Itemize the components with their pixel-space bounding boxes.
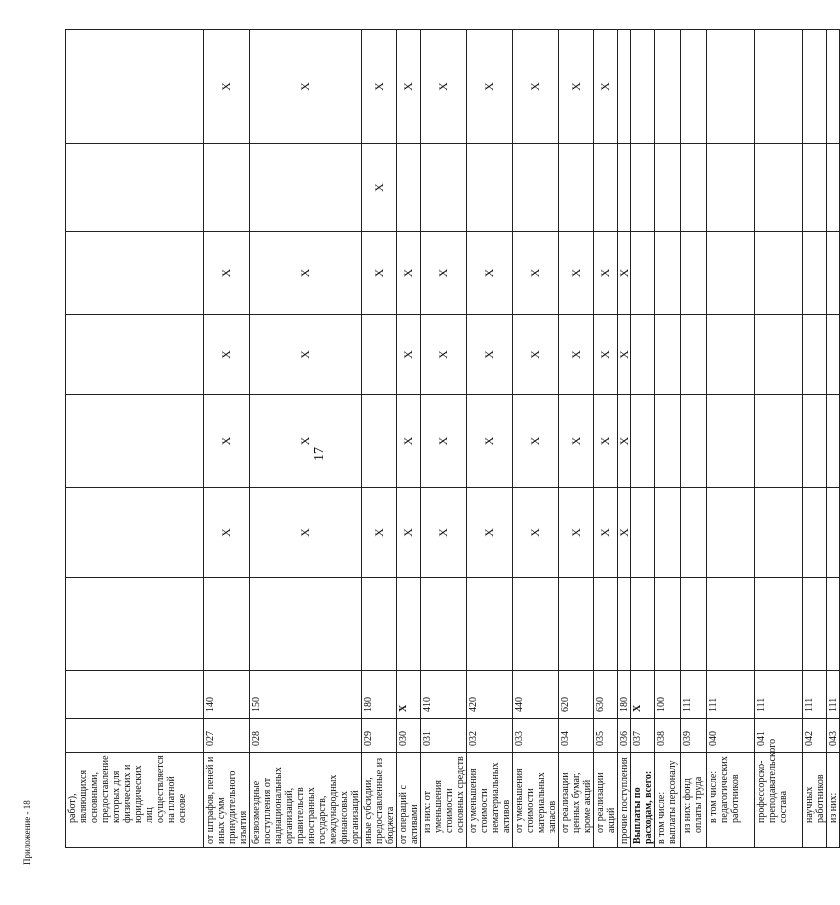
row-value-cell: X: [250, 30, 362, 144]
row-value-cell: X: [594, 232, 618, 315]
table-row: [803, 30, 827, 848]
row-value-cell: X: [594, 315, 618, 395]
row-value-cell: X: [594, 395, 618, 488]
row-name: Выплаты по расходам, всего:: [631, 753, 655, 848]
row-value-cell: X: [594, 488, 618, 578]
row-value-cell: X: [421, 488, 467, 578]
row-value-cell: [513, 144, 559, 232]
row-value-cell: [618, 144, 631, 232]
row-value-cell: X: [594, 30, 618, 144]
row-value-cell: [559, 578, 594, 671]
row-value-cell: X: [467, 30, 513, 144]
row-value-cell: [66, 232, 204, 315]
row-value-cell: X: [397, 232, 421, 315]
row-kbk-code: 440: [513, 671, 559, 719]
row-kbk-code: 140: [204, 671, 250, 719]
row-line-code: 043: [827, 719, 840, 753]
row-line-code: 040: [707, 719, 755, 753]
row-value-cell: X: [513, 30, 559, 144]
row-value-cell: X: [204, 395, 250, 488]
row-kbk-code: X: [397, 671, 421, 719]
row-value-cell: [655, 578, 681, 671]
row-value-cell: [204, 144, 250, 232]
row-value-cell: [66, 578, 204, 671]
row-name: прочие поступления: [618, 753, 631, 848]
row-value-cell: X: [467, 232, 513, 315]
row-value-cell: [362, 395, 397, 488]
row-value-cell: [250, 144, 362, 232]
row-value-cell: [827, 30, 840, 144]
row-name: безвозмездные поступления от наднациональных организаций, правительств иностранных государств, международных финансовых организаций: [250, 753, 362, 848]
row-name: работ), являющихся основными, предоставление которых для физических и юридических лиц осуществляется на платной основе: [66, 753, 204, 848]
row-line-code: [66, 719, 204, 753]
row-value-cell: [66, 30, 204, 144]
row-name: из них:: [827, 753, 840, 848]
row-line-code: 028: [250, 719, 362, 753]
row-value-cell: [618, 30, 631, 144]
row-value-cell: X: [513, 232, 559, 315]
row-value-cell: [707, 488, 755, 578]
row-value-cell: [827, 395, 840, 488]
row-value-cell: [681, 578, 707, 671]
row-line-code: 032: [467, 719, 513, 753]
row-value-cell: X: [250, 488, 362, 578]
row-value-cell: [655, 30, 681, 144]
table-row: [66, 30, 204, 848]
row-value-cell: [631, 395, 655, 488]
row-value-cell: [631, 488, 655, 578]
row-value-cell: [755, 315, 803, 395]
row-value-cell: X: [559, 488, 594, 578]
row-kbk-code: 630: [594, 671, 618, 719]
row-value-cell: X: [618, 395, 631, 488]
row-value-cell: [655, 395, 681, 488]
row-value-cell: [250, 578, 362, 671]
table-row: [559, 30, 594, 848]
row-line-code: 036: [618, 719, 631, 753]
table-row: [397, 30, 421, 848]
row-value-cell: [467, 144, 513, 232]
row-kbk-code: 620: [559, 671, 594, 719]
row-value-cell: [755, 144, 803, 232]
row-name: от уменьшения стоимости материальных запасов: [513, 753, 559, 848]
row-kbk-code: 111: [827, 671, 840, 719]
row-value-cell: X: [250, 395, 362, 488]
row-value-cell: X: [204, 30, 250, 144]
row-value-cell: X: [421, 232, 467, 315]
row-value-cell: [631, 30, 655, 144]
row-value-cell: [681, 144, 707, 232]
table-row: [655, 30, 681, 848]
row-value-cell: [681, 232, 707, 315]
row-value-cell: [707, 30, 755, 144]
row-value-cell: X: [559, 30, 594, 144]
row-line-code: 042: [803, 719, 827, 753]
row-kbk-code: 180: [618, 671, 631, 719]
row-value-cell: [513, 578, 559, 671]
row-value-cell: [707, 578, 755, 671]
row-value-cell: [827, 232, 840, 315]
row-value-cell: [655, 315, 681, 395]
row-value-cell: [755, 578, 803, 671]
row-value-cell: [66, 395, 204, 488]
row-value-cell: [755, 30, 803, 144]
row-name: от реализации акций: [594, 753, 618, 848]
row-value-cell: X: [618, 488, 631, 578]
row-line-code: 041: [755, 719, 803, 753]
row-value-cell: [618, 578, 631, 671]
table-row: [513, 30, 559, 848]
row-value-cell: X: [204, 488, 250, 578]
row-name: от операций с активами: [397, 753, 421, 848]
row-value-cell: [594, 144, 618, 232]
row-value-cell: [66, 144, 204, 232]
row-name: из них: фонд оплаты труда: [681, 753, 707, 848]
row-line-code: 038: [655, 719, 681, 753]
row-value-cell: [594, 578, 618, 671]
row-value-cell: X: [618, 232, 631, 315]
table-row: [755, 30, 803, 848]
table-row: [631, 30, 655, 848]
table-row: [362, 30, 397, 848]
row-value-cell: [803, 232, 827, 315]
financial-plan-table: [65, 29, 840, 848]
row-kbk-code: [66, 671, 204, 719]
row-value-cell: [204, 578, 250, 671]
row-value-cell: [467, 578, 513, 671]
row-value-cell: [803, 578, 827, 671]
page-number: 17: [312, 447, 327, 461]
table-row: [594, 30, 618, 848]
row-line-code: 030: [397, 719, 421, 753]
row-value-cell: X: [362, 30, 397, 144]
row-kbk-code: 150: [250, 671, 362, 719]
row-value-cell: [66, 488, 204, 578]
table-body: [66, 30, 840, 848]
row-name: иные субсидии, предоставленные из бюджета: [362, 753, 397, 848]
row-value-cell: [397, 578, 421, 671]
row-line-code: 037: [631, 719, 655, 753]
table-row: [250, 30, 362, 848]
row-value-cell: [755, 488, 803, 578]
row-value-cell: [827, 578, 840, 671]
row-value-cell: [681, 488, 707, 578]
row-value-cell: X: [250, 232, 362, 315]
row-name: профессорско-преподавательского состава: [755, 753, 803, 848]
row-line-code: 039: [681, 719, 707, 753]
row-line-code: 033: [513, 719, 559, 753]
row-line-code: 034: [559, 719, 594, 753]
row-kbk-code: X: [631, 671, 655, 719]
row-value-cell: X: [513, 395, 559, 488]
row-value-cell: X: [362, 488, 397, 578]
row-value-cell: X: [397, 315, 421, 395]
table-row: [467, 30, 513, 848]
row-value-cell: [362, 315, 397, 395]
row-kbk-code: 410: [421, 671, 467, 719]
row-value-cell: [631, 232, 655, 315]
row-name: научных работников: [803, 753, 827, 848]
table-row: [707, 30, 755, 848]
row-line-code: 031: [421, 719, 467, 753]
row-value-cell: X: [204, 232, 250, 315]
row-name: из них: от уменьшения стоимости основных средств: [421, 753, 467, 848]
row-line-code: 035: [594, 719, 618, 753]
row-value-cell: X: [250, 315, 362, 395]
table-row: [421, 30, 467, 848]
row-value-cell: X: [559, 232, 594, 315]
row-value-cell: [803, 30, 827, 144]
row-value-cell: [655, 232, 681, 315]
row-name: от штрафов, пеней и иных сумм принудительного изъятия: [204, 753, 250, 848]
row-value-cell: [421, 144, 467, 232]
row-value-cell: [631, 578, 655, 671]
row-kbk-code: 111: [803, 671, 827, 719]
row-name: в том числе: педагогических работников: [707, 753, 755, 848]
footer-note: Приложение - 18: [22, 800, 32, 865]
row-value-cell: [755, 232, 803, 315]
row-kbk-code: 111: [755, 671, 803, 719]
row-value-cell: [397, 144, 421, 232]
row-value-cell: X: [397, 395, 421, 488]
row-value-cell: X: [362, 232, 397, 315]
row-value-cell: X: [467, 395, 513, 488]
table-row: [204, 30, 250, 848]
row-value-cell: X: [421, 315, 467, 395]
row-value-cell: X: [467, 315, 513, 395]
table-row: [827, 30, 840, 848]
row-value-cell: X: [421, 30, 467, 144]
row-value-cell: [707, 232, 755, 315]
row-value-cell: X: [204, 315, 250, 395]
row-value-cell: [803, 488, 827, 578]
row-kbk-code: 111: [681, 671, 707, 719]
row-value-cell: X: [397, 488, 421, 578]
row-value-cell: [681, 315, 707, 395]
row-value-cell: X: [467, 488, 513, 578]
row-value-cell: [681, 395, 707, 488]
row-value-cell: [707, 395, 755, 488]
table-row: [618, 30, 631, 848]
row-value-cell: [421, 578, 467, 671]
row-value-cell: [827, 315, 840, 395]
row-value-cell: [362, 578, 397, 671]
row-kbk-code: 420: [467, 671, 513, 719]
row-value-cell: [559, 144, 594, 232]
row-value-cell: X: [421, 395, 467, 488]
row-value-cell: [66, 315, 204, 395]
row-value-cell: X: [618, 315, 631, 395]
table-row: [681, 30, 707, 848]
row-value-cell: [803, 395, 827, 488]
row-kbk-code: 111: [707, 671, 755, 719]
row-kbk-code: 100: [655, 671, 681, 719]
row-value-cell: [631, 144, 655, 232]
row-kbk-code: 180: [362, 671, 397, 719]
row-line-code: 029: [362, 719, 397, 753]
row-line-code: 027: [204, 719, 250, 753]
row-name: от уменьшения стоимости нематериальных активов: [467, 753, 513, 848]
row-value-cell: [827, 144, 840, 232]
row-value-cell: X: [513, 315, 559, 395]
row-value-cell: X: [559, 315, 594, 395]
row-value-cell: [803, 144, 827, 232]
row-value-cell: [707, 315, 755, 395]
row-value-cell: [655, 488, 681, 578]
row-value-cell: X: [513, 488, 559, 578]
row-value-cell: [827, 488, 840, 578]
row-value-cell: X: [397, 30, 421, 144]
row-value-cell: [803, 315, 827, 395]
row-value-cell: [681, 30, 707, 144]
row-name: от реализации ценных бумаг, кроме акций: [559, 753, 594, 848]
row-value-cell: [655, 144, 681, 232]
row-value-cell: X: [559, 395, 594, 488]
financial-plan-table-rotated: [65, 30, 839, 848]
row-value-cell: [631, 315, 655, 395]
row-value-cell: [755, 395, 803, 488]
row-name: в том числе: выплаты персоналу: [655, 753, 681, 848]
row-value-cell: X: [362, 144, 397, 232]
row-value-cell: [707, 144, 755, 232]
